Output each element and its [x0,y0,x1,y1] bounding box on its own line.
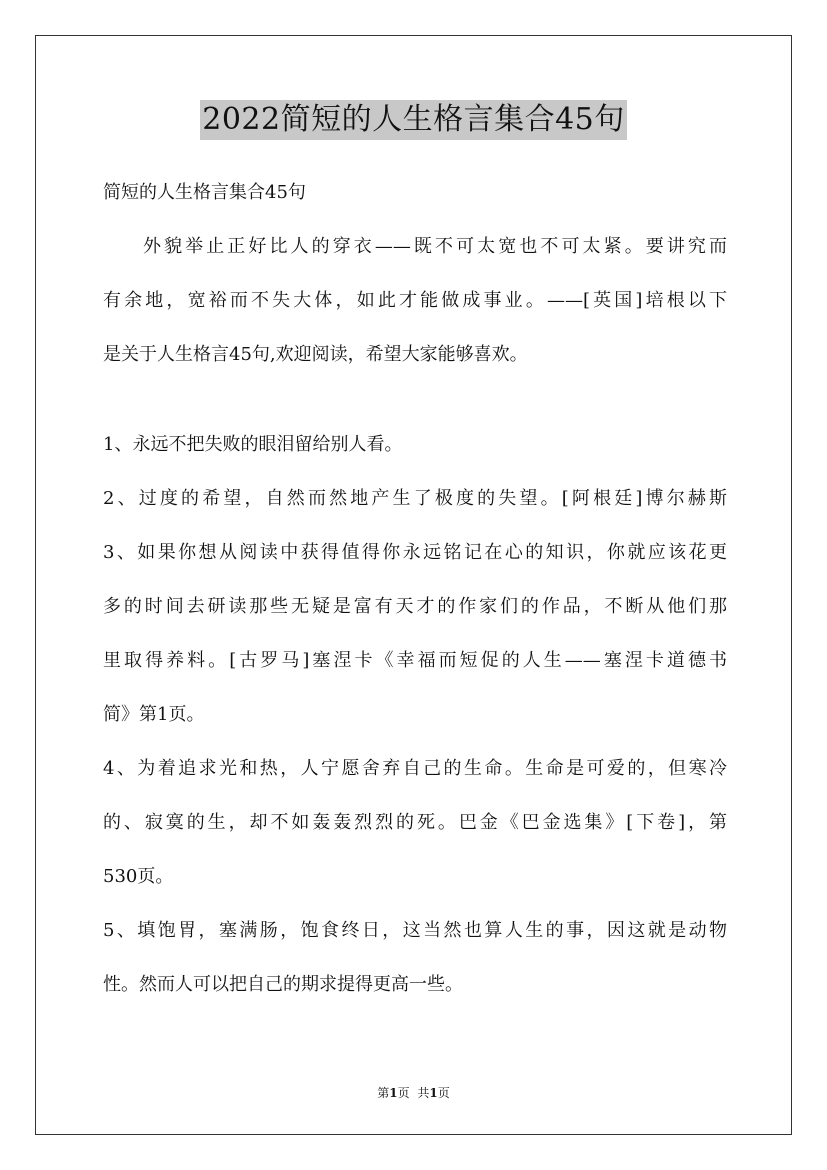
subtitle: 简短的人生格言集合45句 [103,182,306,203]
document-body [103,170,727,1016]
page-footer [0,1084,827,1101]
intro-line: 外貌举止正好比人的穿衣——既不可太宽也不可太紧。要讲究而 [143,236,727,257]
list-item: 5、填饱胃，塞满肠，饱食终日，这当然也算人生的事，因这就是动物 [103,920,727,941]
list-item-continuation: 里取得养料。[古罗马]塞涅卡《幸福而短促的人生——塞涅卡道德书 [103,650,727,671]
list-item-continuation: 性。然而人可以把自己的期求提得更高一些。 [103,974,463,995]
page-prefix: 第 [377,1086,390,1100]
paragraph-gap [103,386,727,422]
list-item: 2、过度的希望，自然而然地产生了极度的失望。[阿根廷]博尔赫斯 [103,488,727,509]
total-prefix: 共 [417,1086,430,1100]
list-item-continuation: 的、寂寞的生，却不如轰轰烈烈的死。巴金《巴金选集》[下卷]，第 [103,812,727,833]
list-item: 1、永远不把失败的眼泪留给别人看。 [103,434,403,455]
list-item-continuation: 530页。 [103,866,174,887]
page-number: 1 [389,1086,398,1100]
intro-line: 有余地，宽裕而不失大体，如此才能做成事业。——[英国]培根以下 [103,290,727,311]
total-suffix: 页 [437,1086,450,1100]
list-item-continuation: 多的时间去研读那些无疑是富有天才的作家们的作品，不断从他们那 [103,596,727,617]
intro-line: 是关于人生格言45句,欢迎阅读，希望大家能够喜欢。 [103,344,528,365]
list-item-continuation: 简》第1页。 [103,704,205,725]
list-item: 4、为着追求光和热，人宁愿舍弃自己的生命。生命是可爱的，但寒冷 [103,758,727,779]
list-item: 3、如果你想从阅读中获得值得你永远铭记在心的知识，你就应该花更 [103,542,727,563]
title-area [0,100,827,140]
total-pages: 1 [429,1086,438,1100]
document-title: 2022简短的人生格言集合45句 [200,100,627,140]
page-suffix: 页 [397,1086,410,1100]
